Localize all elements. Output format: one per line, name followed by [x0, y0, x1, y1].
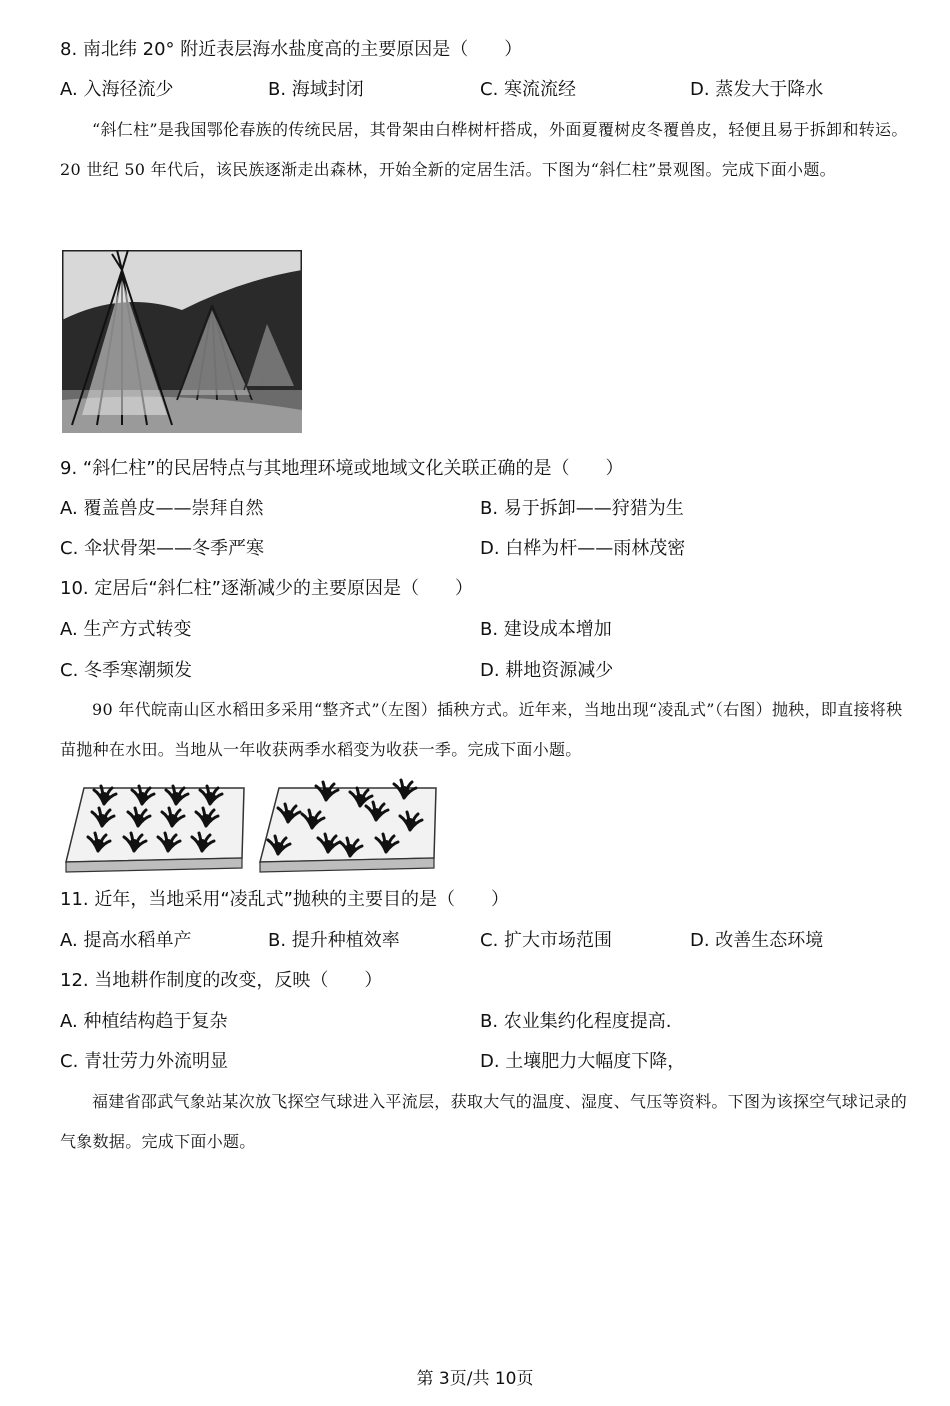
q10-option-c: C. 冬季寒潮频发	[60, 660, 193, 681]
xierenzhu-photo	[62, 250, 302, 433]
passage-rice-planting: 90 年代皖南山区水稻田多采用“整齐式”（左图）插秧方式。近年来，当地出现“凌乱式”（右图）抛秧，即直接将秧苗抛种在水田。当地从一年收获两季水稻变为收获一季。完成下面小题。	[60, 700, 903, 759]
q8-option-d: D. 蒸发大于降水	[690, 79, 824, 100]
q8-option-b: B. 海域封闭	[268, 79, 364, 100]
q12-option-c: C. 青壮劳力外流明显	[60, 1051, 229, 1072]
passage-xierenzhu: “斜仁柱”是我国鄂伦春族的传统民居，其骨架由白桦树杆搭成，外面夏覆树皮冬覆兽皮，轻便且易于拆卸和转运。20 世纪 50 年代后，该民族逐渐走出森林，开始全新的定居生活。下图为“斜仁柱”景观图。完成下面小题。	[60, 120, 908, 179]
passage-balloon: 福建省邵武气象站某次放飞探空气球进入平流层，获取大气的温度、湿度、气压等资料。下图为该探空气球记录的气象数据。完成下面小题。	[60, 1092, 908, 1151]
q10-option-b: B. 建设成本增加	[480, 619, 612, 640]
q8-option-c: C. 寒流流经	[480, 79, 577, 100]
q9-option-b: B. 易于拆卸——狩猎为生	[480, 498, 684, 519]
q11-stem: 11. 近年，当地采用“凌乱式”抛秧的主要目的是（ ）	[60, 889, 509, 910]
q11-option-d: D. 改善生态环境	[690, 930, 824, 951]
q11-option-c: C. 扩大市场范围	[480, 930, 613, 951]
q12-option-a: A. 种植结构趋于复杂	[60, 1011, 228, 1032]
q8-option-a: A. 入海径流少	[60, 79, 174, 100]
q12-option-b: B. 农业集约化程度提高.	[480, 1011, 672, 1032]
q9-stem: 9. “斜仁柱”的民居特点与其地理环境或地域文化关联正确的是（ ）	[60, 458, 624, 479]
q9-option-d: D. 白桦为杆——雨林茂密	[480, 538, 686, 559]
q9-option-a: A. 覆盖兽皮——崇拜自然	[60, 498, 264, 519]
q10-option-a: A. 生产方式转变	[60, 619, 192, 640]
page-number: 第 3页/共 10页	[416, 1369, 534, 1389]
q10-stem: 10. 定居后“斜仁柱”逐渐减少的主要原因是（ ）	[60, 578, 473, 599]
q12-stem: 12. 当地耕作制度的改变，反映（ ）	[60, 970, 383, 991]
q11-option-b: B. 提升种植效率	[268, 930, 400, 951]
q10-option-d: D. 耕地资源减少	[480, 660, 614, 681]
q9-option-c: C. 伞状骨架——冬季严寒	[60, 538, 265, 559]
q8-stem: 8. 南北纬 20° 附近表层海水盐度高的主要原因是（ ）	[60, 39, 523, 60]
q12-option-d: D. 土壤肥力大幅度下降，	[480, 1051, 686, 1072]
rice-planting-figure	[64, 776, 439, 876]
q11-option-a: A. 提高水稻单产	[60, 930, 192, 951]
